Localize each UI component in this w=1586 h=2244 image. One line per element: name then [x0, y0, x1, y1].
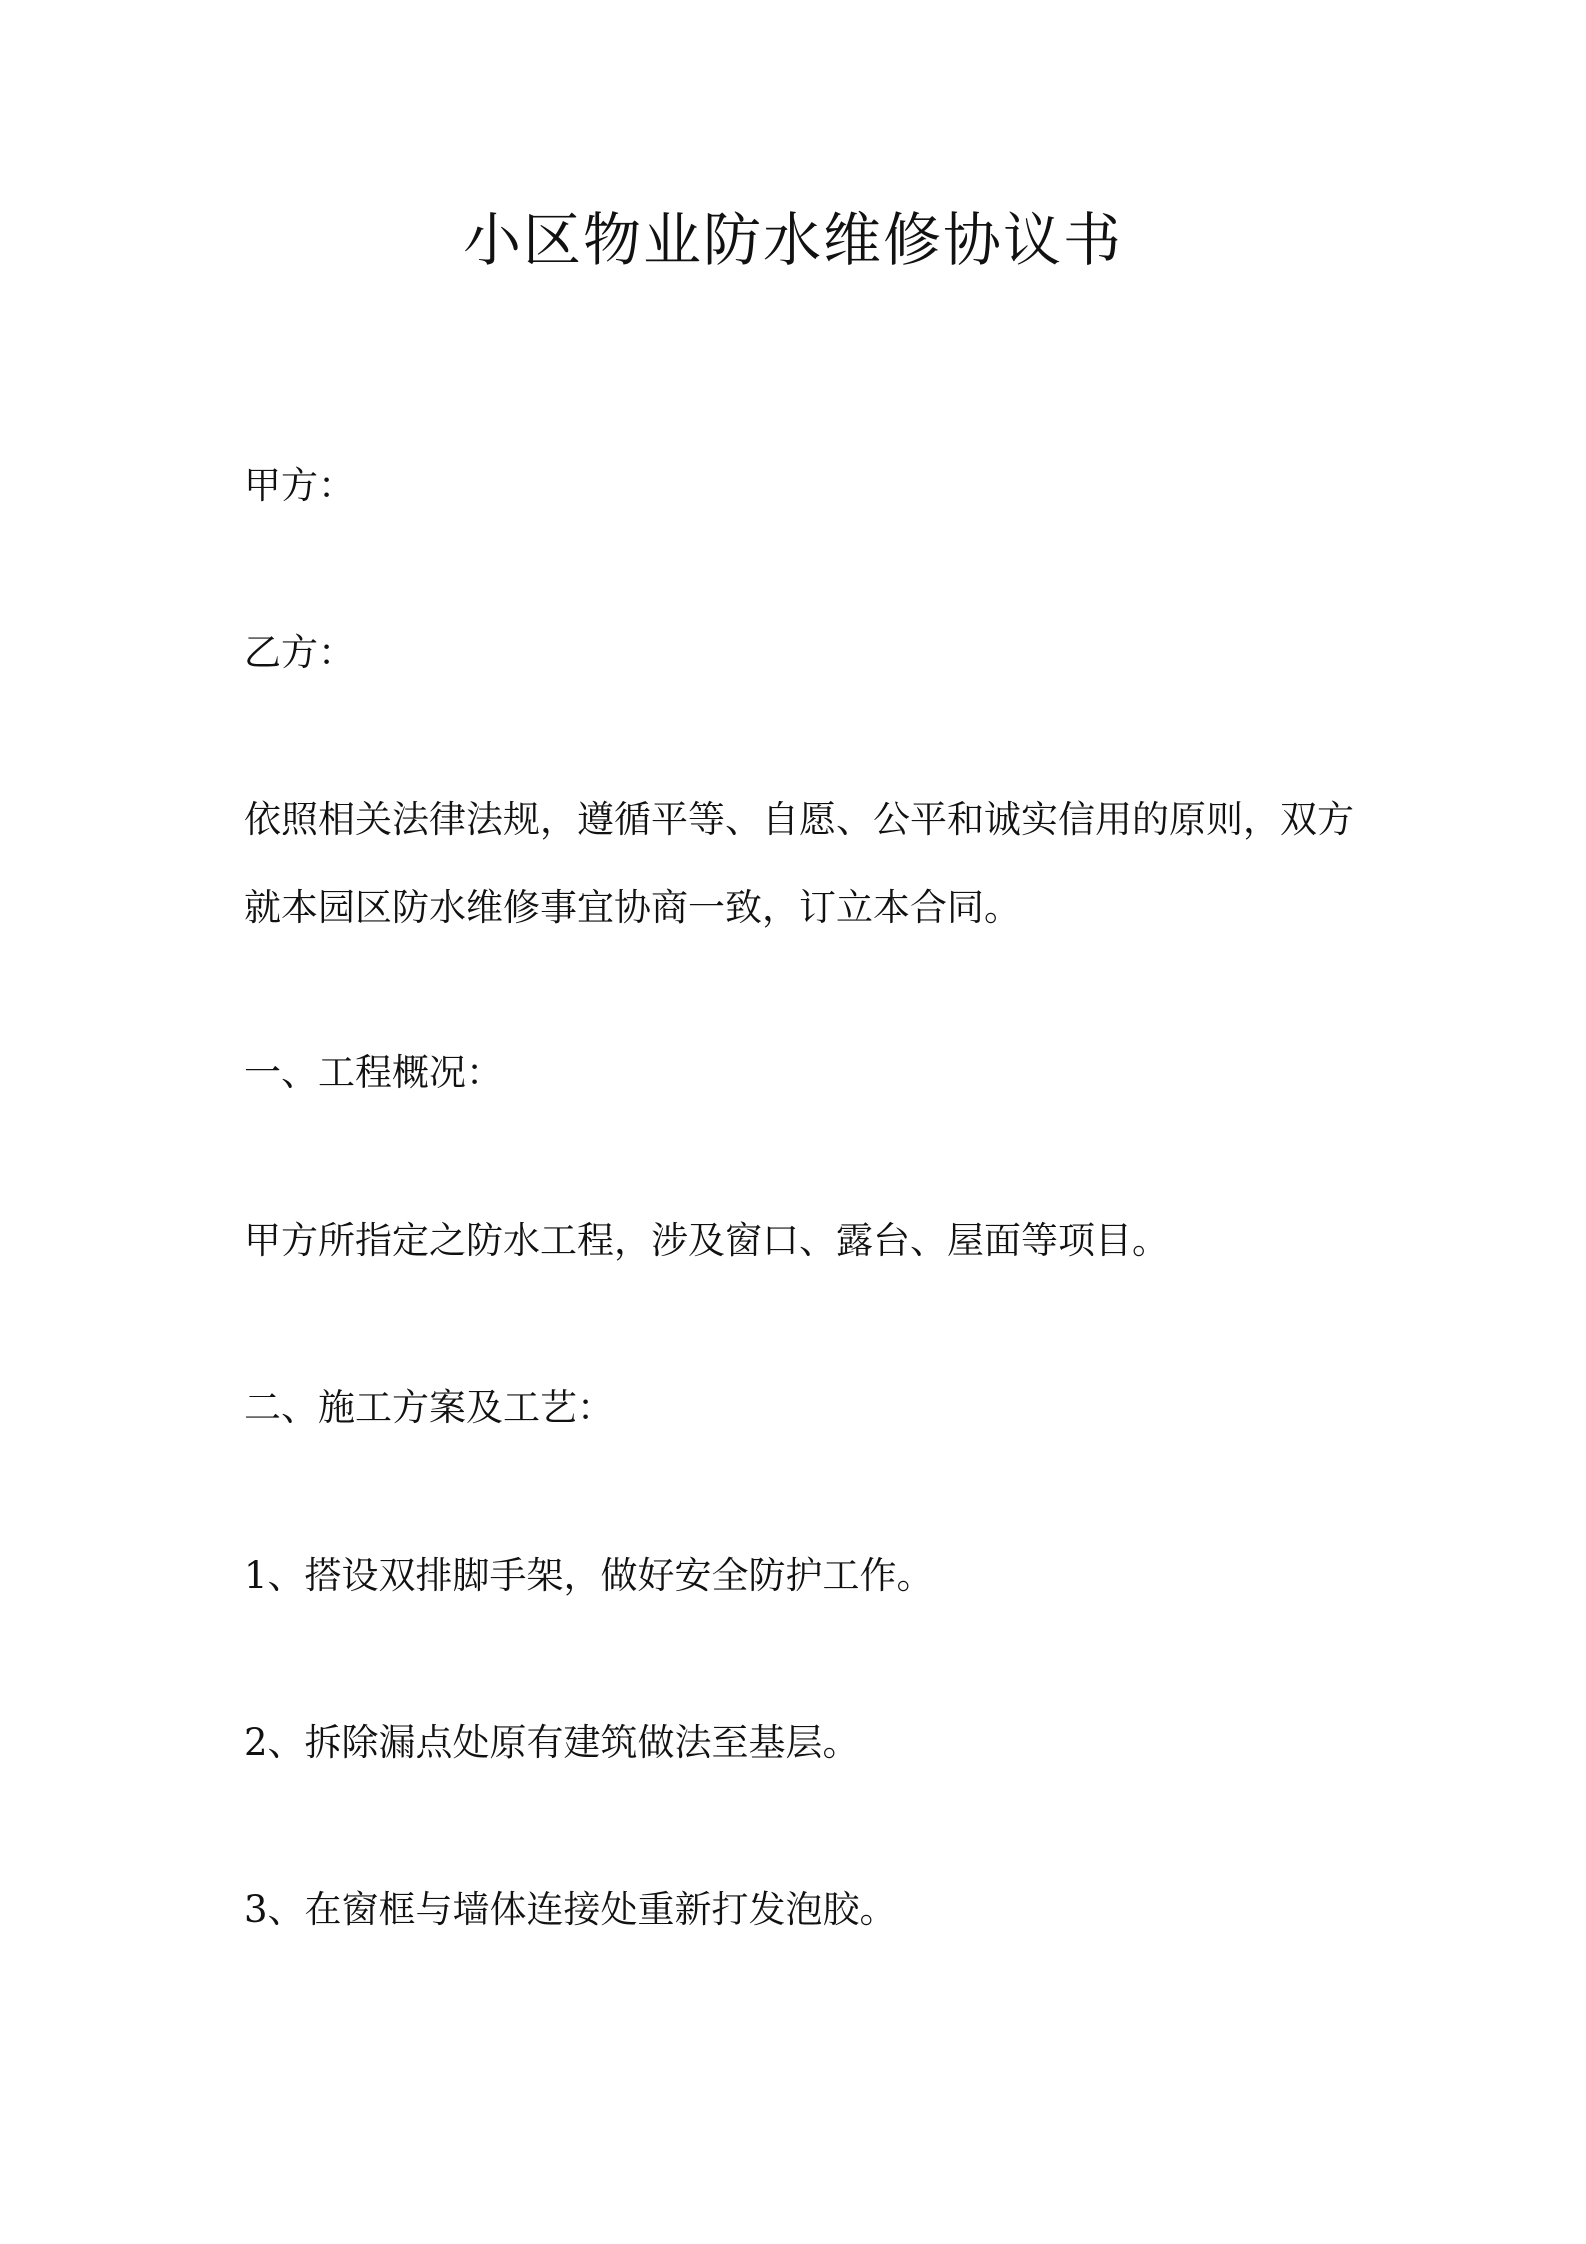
preamble-line-2: 就本园区防水维修事宜协商一致，订立本合同。	[244, 886, 1021, 929]
section-2-item-3: 3、在窗框与墙体连接处重新打发泡胶。	[244, 1888, 897, 1931]
party-b-label: 乙方：	[244, 631, 355, 674]
section-1-body: 甲方所指定之防水工程，涉及窗口、露台、屋面等项目。	[244, 1219, 1169, 1262]
section-2-item-2: 2、拆除漏点处原有建筑做法至基层。	[244, 1721, 860, 1764]
section-1-heading: 一、工程概况：	[244, 1051, 503, 1094]
section-2-item-1: 1、搭设双排脚手架，做好安全防护工作。	[244, 1554, 934, 1597]
party-a-label: 甲方：	[244, 464, 355, 507]
preamble-line-1: 依照相关法律法规，遵循平等、自愿、公平和诚实信用的原则，双方	[244, 798, 1354, 841]
section-2-heading: 二、施工方案及工艺：	[244, 1386, 614, 1429]
document-title: 小区物业防水维修协议书	[462, 206, 1123, 274]
